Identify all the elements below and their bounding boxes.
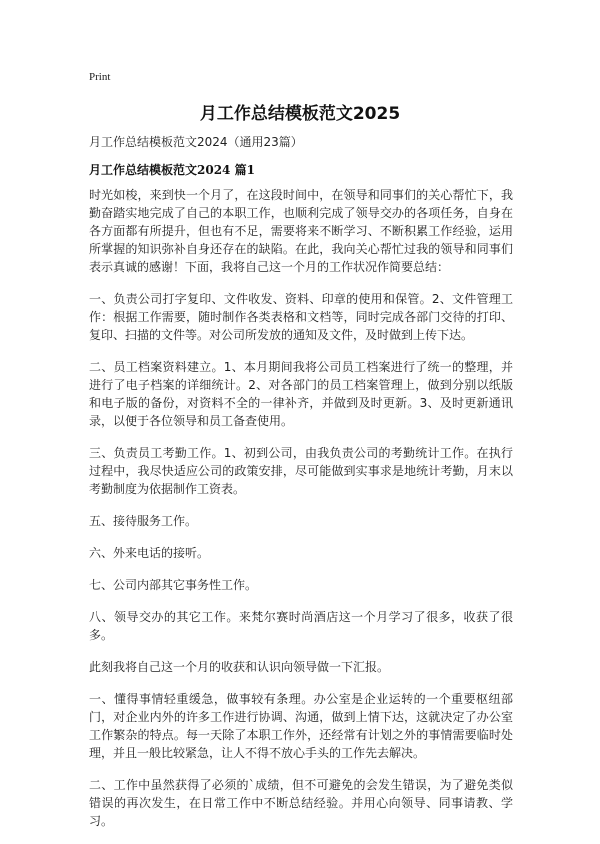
paragraph-7: 七、公司内部其它事务性工作。 bbox=[89, 578, 258, 592]
document-body bbox=[89, 186, 513, 844]
section-heading: 月工作总结模板范文2024 篇1 bbox=[89, 163, 255, 177]
paragraph-1: 一、负责公司打字复印、文件收发、资料、印章的使用和保管。2、文件管理工作：根据工作需要，随时制作各类表格和文档等，同时完成各部门交待的打印、复印、扫描的文件等。对公司所发放的通知及文件，及时做到上传下达。 bbox=[89, 292, 513, 342]
paragraph-6: 六、外来电话的接听。 bbox=[89, 546, 210, 560]
paragraph-8: 八、领导交办的其它工作。来梵尔赛时尚酒店这一个月学习了很多，收获了很多。 bbox=[89, 610, 513, 642]
paragraph-3: 三、负责员工考勤工作。1、初到公司，由我负责公司的考勤统计工作。在执行过程中，我尽快适应公司的政策安排，尽可能做到实事求是地统计考勤，月末以考勤制度为依据制作工资表。 bbox=[89, 446, 513, 496]
paragraph-gain-2: 二、工作中虽然获得了必须的`成绩，但不可避免的会发生错误，为了避免类似错误的再次发生，在日常工作中不断总结经验。并用心向领导、同事请教、学习。 bbox=[89, 778, 513, 828]
paragraph-2: 二、员工档案资料建立。1、本月期间我将公司员工档案进行了统一的整理，并进行了电子档案的详细统计。2、对各部门的员工档案管理上，做到分别以纸版和电子版的备份，对资料不全的一律补齐，并做到及时更新。3、及时更新通讯录，以便于各位领导和员工备查使用。 bbox=[89, 360, 513, 428]
print-label: Print bbox=[89, 71, 111, 83]
document-title: 月工作总结模板范文2025 bbox=[199, 104, 401, 124]
paragraph-report: 此刻我将自己这一个月的收获和认识向领导做一下汇报。 bbox=[89, 660, 390, 674]
paragraph-intro: 时光如梭，来到快一个月了，在这段时间中，在领导和同事们的关心帮忙下，我勤奋踏实地完成了自己的本职工作，也顺利完成了领导交办的各项任务，自身在各方面都有所提升，但也有不足，需要将来不断学习、不断积累工作经验，运用所掌握的知识弥补自身还存在的缺陷。在此，我向关心帮忙过我的领导和同事们表示真诚的感谢！下面，我将自己这一个月的工作状况作简要总结： bbox=[89, 188, 513, 274]
paragraph-5: 五、接待服务工作。 bbox=[89, 514, 198, 528]
document-subtitle: 月工作总结模板范文2024（通用23篇） bbox=[89, 135, 303, 149]
paragraph-gain-1: 一、懂得事情轻重缓急，做事较有条理。办公室是企业运转的一个重要枢纽部门，对企业内外的许多工作进行协调、沟通，做到上情下达，这就决定了办公室工作繁杂的特点。每一天除了本职工作外，还经常有计划之外的事情需要临时处理，并且一般比较紧急，让人不得不放心手头的工作先去解决。 bbox=[89, 692, 513, 760]
